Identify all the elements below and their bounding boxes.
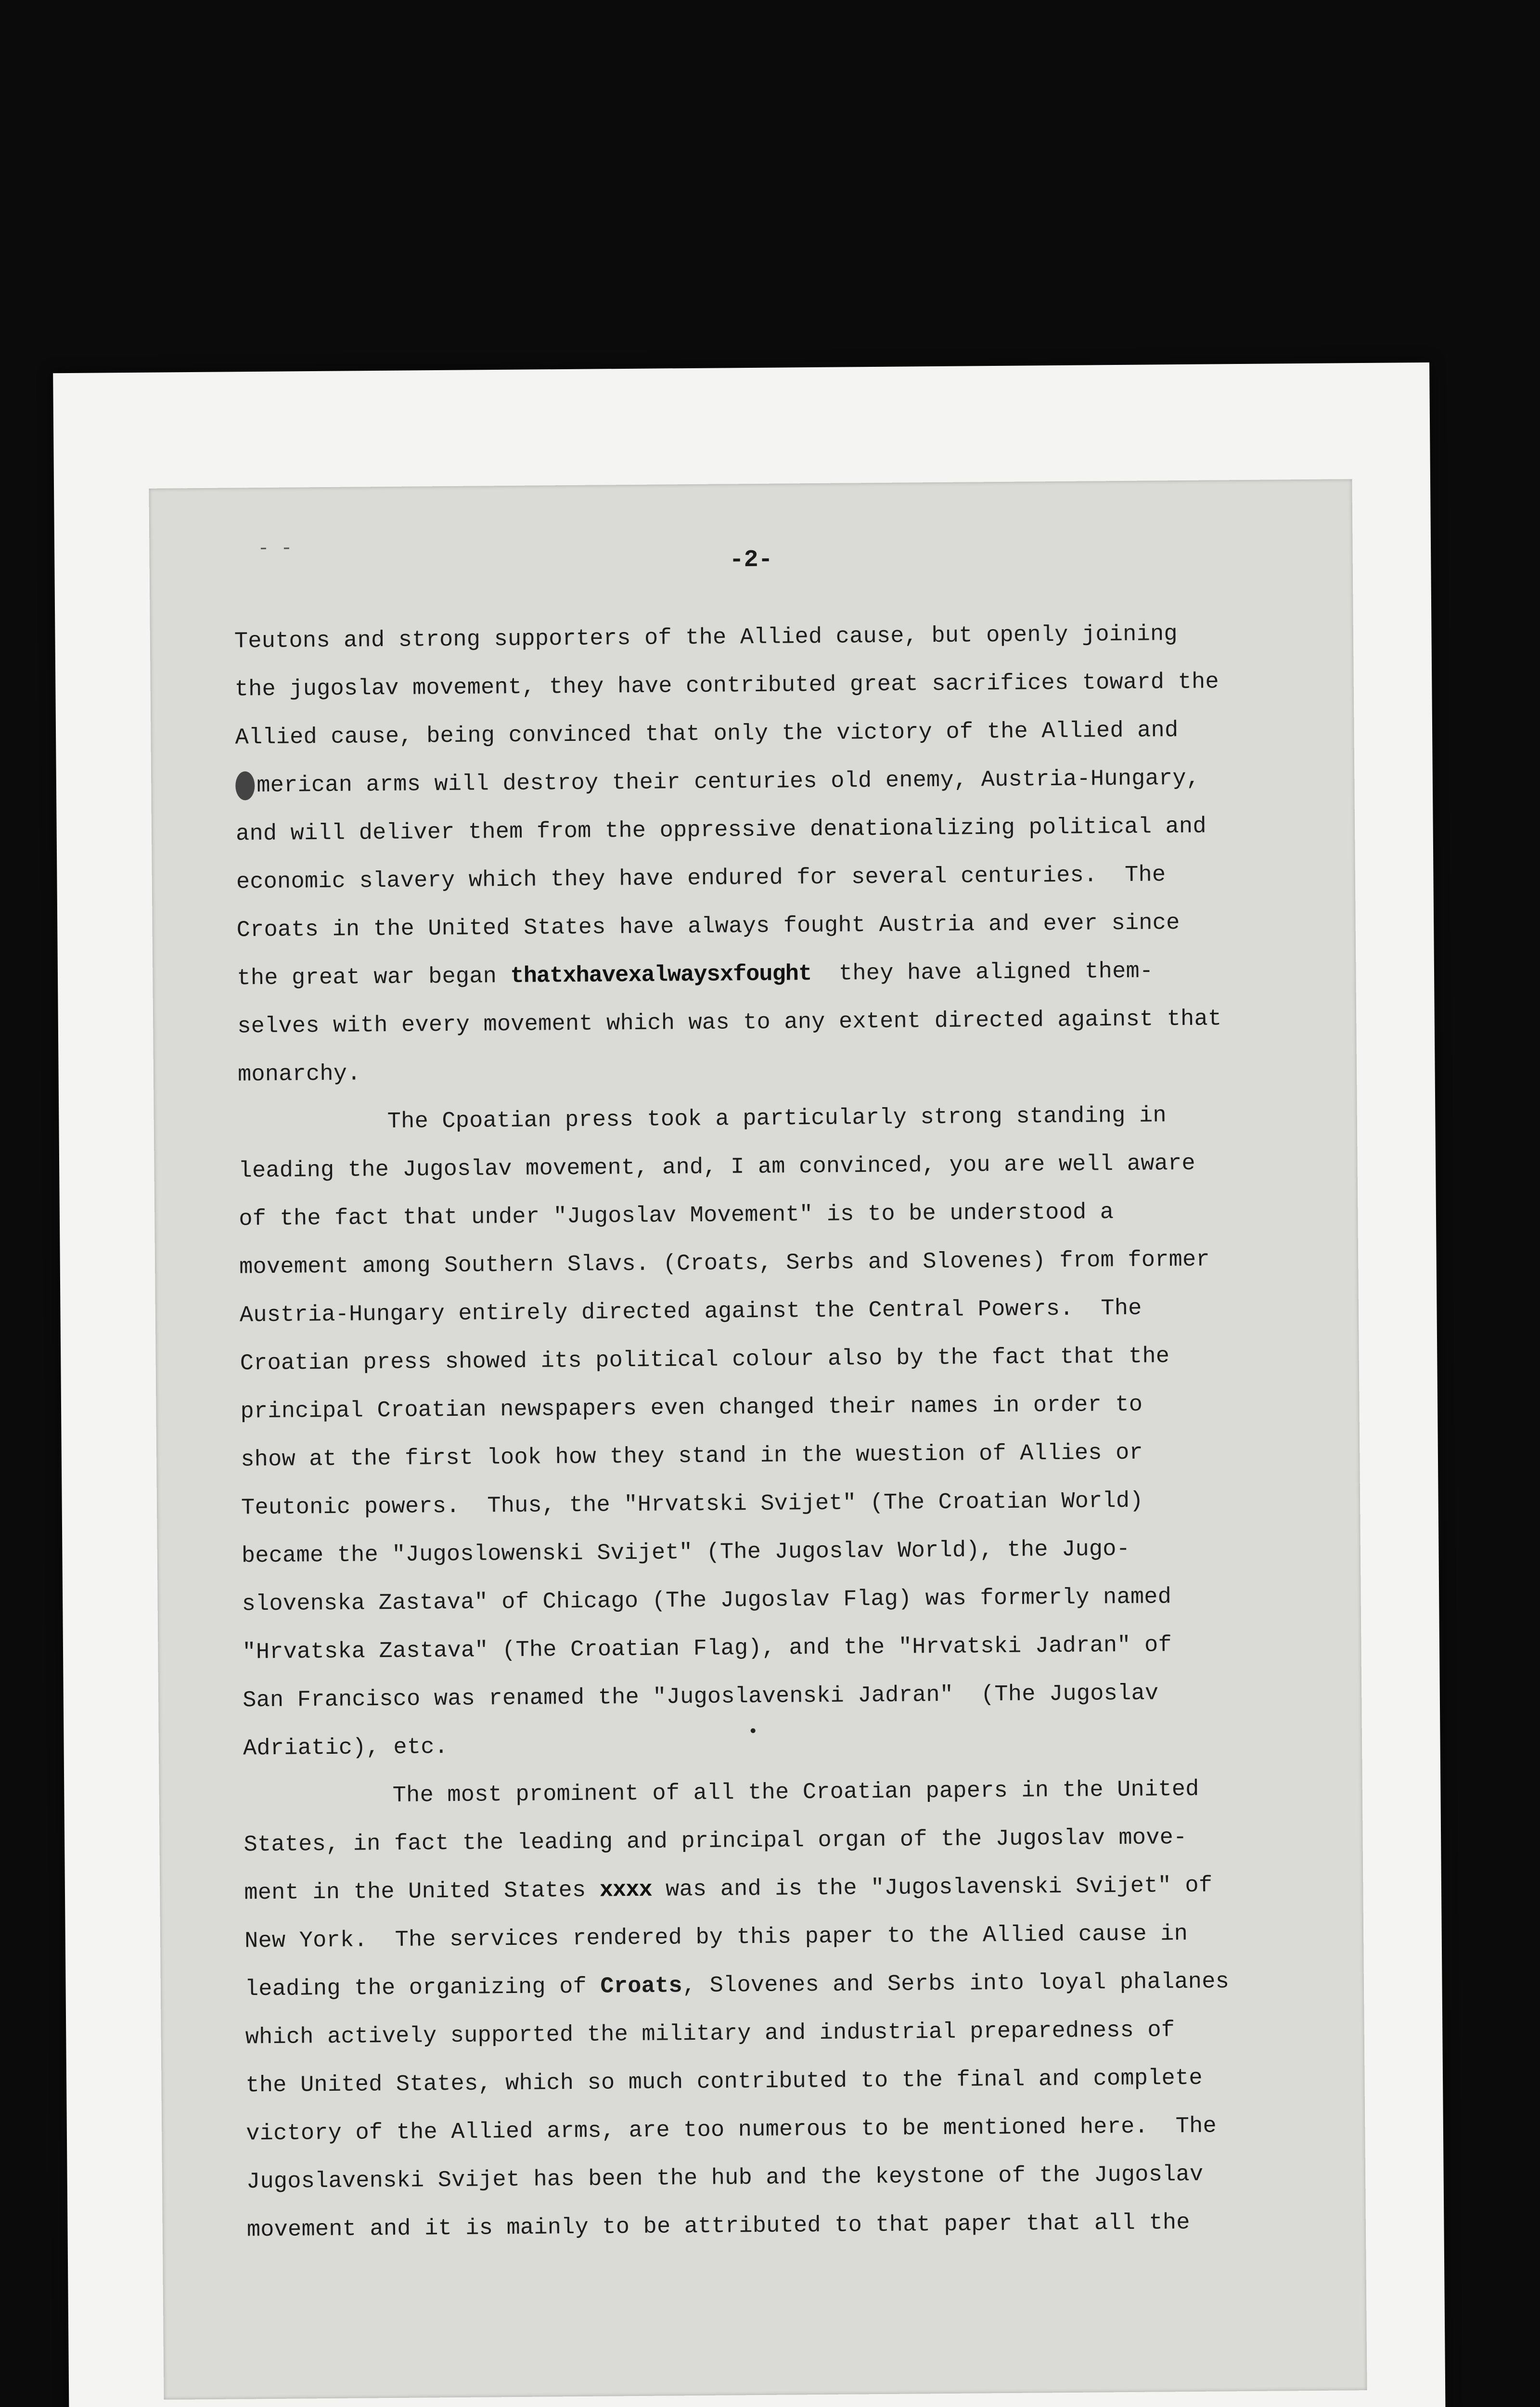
text-line: movement and it is mainly to be attributed to that paper that all the [246, 2210, 1190, 2243]
text-line: monarchy. [237, 1061, 361, 1088]
text-line: show at the first look how they stand in the wuestion of Allies or [241, 1440, 1143, 1473]
text-segment: ment in the United States [244, 1877, 600, 1906]
text-segment: , Slovenes and Serbs into loyal phalanes [682, 1969, 1230, 1999]
text-line: Croatian press showed its political colour also by the fact that the [240, 1344, 1170, 1377]
text-line: Austria-Hungary entirely directed against the Central Powers. The [239, 1295, 1142, 1329]
text-line: Adriatic), etc. [243, 1734, 449, 1762]
text-segment: was and is the "Jugoslavenski Svijet" of [652, 1873, 1213, 1903]
page-number: -2- [729, 546, 773, 574]
text-line: San Francisco was renamed the "Jugoslavenski Jadran" (The Jugoslav [243, 1681, 1159, 1714]
text-line: "Hrvatska Zastava" (The Croatian Flag), and the "Hrvatski Jadran" of [242, 1632, 1172, 1666]
struck-out-text: xxxx [599, 1877, 652, 1903]
text-line: States, in fact the leading and principal organ of the Jugoslav move- [244, 1825, 1187, 1858]
text-line: Teutons and strong supporters of the Allied cause, but openly joining [234, 621, 1178, 655]
text-line: selves with every movement which was to any extent directed against that [237, 1006, 1222, 1040]
text-line: economic slavery which they have endured for several centuries. The [236, 862, 1166, 895]
text-line: leading the Jugoslav movement, and, I am convinced, you are well aware [238, 1151, 1196, 1184]
text-line: movement among Southern Slavs. (Croats, Serbs and Slovenes) from former [239, 1247, 1210, 1281]
paragraph-3 [243, 1764, 1354, 2254]
text-segment: leading the organizing of [244, 1974, 601, 2003]
text-line [235, 753, 1343, 810]
ink-speck [751, 1728, 756, 1733]
text-line: and will deliver them from the oppressive denationalizing political and [235, 814, 1206, 847]
text-line [244, 1861, 1351, 1917]
text-segment: the great war began [237, 964, 511, 992]
text-line: victory of the Allied arms, are too numerous to be mentioned here. The [246, 2113, 1217, 2147]
text-segment: they have aligned them- [811, 958, 1154, 987]
text-line: which actively supported the military and industrial preparedness of [245, 2018, 1175, 2051]
text-line [245, 1957, 1352, 2014]
text-line: principal Croatian newspapers even changed their names in order to [240, 1392, 1143, 1425]
text-line-content: merican arms will destroy their centuries old enemy, Austria-Hungary, [257, 765, 1200, 799]
corner-mark: - - [257, 538, 293, 560]
text-line: New York. The services rendered by this paper to the Allied cause in [244, 1921, 1188, 1954]
bold-text: Croats [600, 1973, 683, 2000]
typed-letter-page [149, 479, 1367, 2400]
text-line: Croats in the United States have always fought Austria and ever since [236, 910, 1180, 944]
text-line: the jugoslav movement, they have contributed great sacrifices toward the [234, 669, 1219, 703]
text-line: of the fact that under "Jugoslav Movement" is to be understood a [239, 1200, 1114, 1232]
text-line: became the "Jugoslowenski Svijet" (The Jugoslav World), the Jugo- [241, 1536, 1130, 1569]
text-line: Teutonic powers. Thus, the "Hrvatski Svijet" (The Croatian World) [241, 1488, 1143, 1521]
text-line: the United States, which so much contributed to the final and complete [245, 2065, 1203, 2099]
text-line: The Cpoatian press took a particularly strong standing in [387, 1103, 1167, 1135]
struck-out-text: thatxhavexalwaysxfought [510, 961, 812, 990]
text-line: Allied cause, being convinced that only the victory of the Allied and [235, 718, 1179, 751]
text-line [237, 946, 1344, 1003]
ink-stain [235, 771, 255, 800]
text-line: slovenska Zastava" of Chicago (The Jugoslav Flag) was formerly named [242, 1584, 1172, 1618]
text-line: The most prominent of all the Croatian papers in the United [392, 1776, 1199, 1809]
paragraph-1 [234, 609, 1345, 1099]
paragraph-2 [238, 1090, 1350, 1773]
text-line: Jugoslavenski Svijet has been the hub and the keystone of the Jugoslav [246, 2161, 1204, 2195]
